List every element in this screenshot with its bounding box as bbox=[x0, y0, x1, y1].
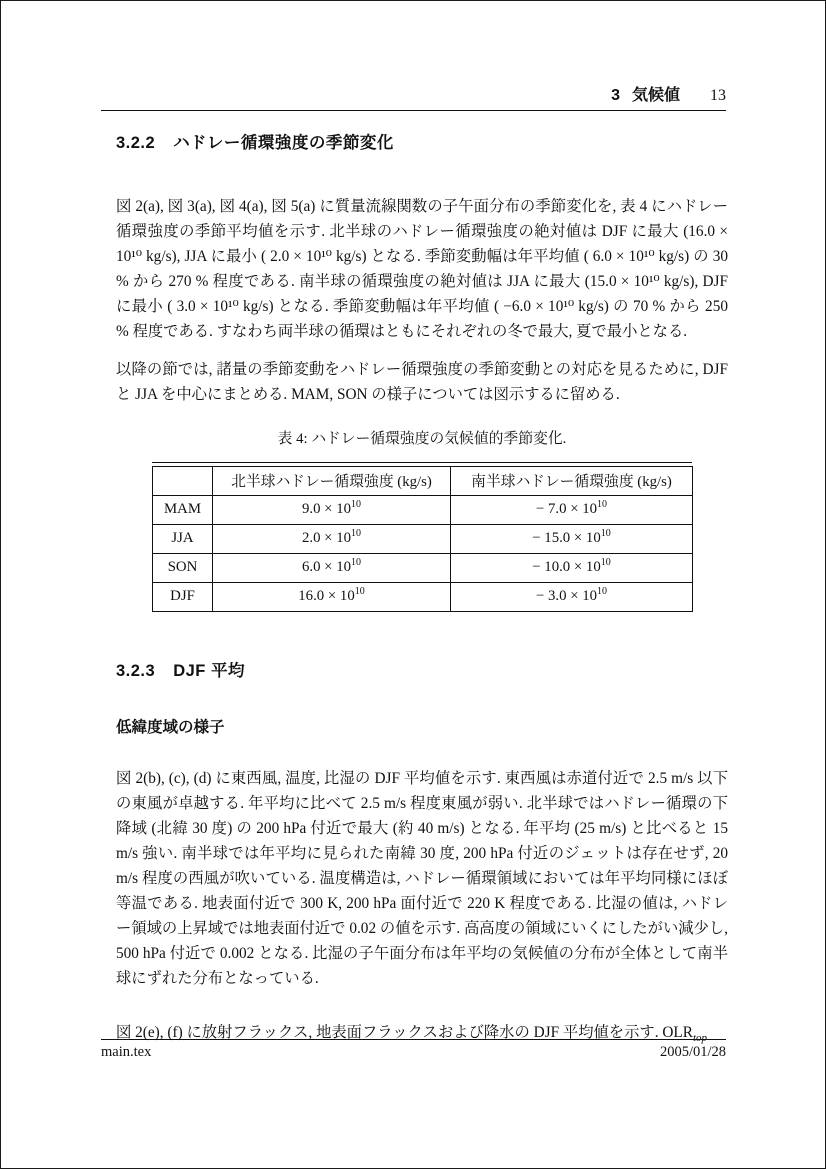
paragraph-following-sections: 以降の節では, 諸量の季節変動をハドレー循環強度の季節変動との対応を見るために, DJF と JJA を中心にまとめる. MAM, SON の様子については図示するに留める. bbox=[116, 361, 728, 403]
table-4-block bbox=[116, 430, 728, 612]
section-number: 3.2.3 bbox=[116, 661, 156, 680]
sh-value: − $3.0 \times 10^{10}$ bbox=[451, 582, 693, 611]
footer-filename: main.tex bbox=[101, 1044, 152, 1060]
sh-value: − $10.0 \times 10^{10}$ bbox=[451, 553, 693, 582]
header-rule bbox=[101, 110, 726, 111]
hadley-circulation-table bbox=[152, 466, 693, 612]
page-number: 13 bbox=[710, 87, 726, 104]
table-header-row bbox=[153, 466, 693, 495]
running-head-section-number: 3 bbox=[611, 87, 620, 104]
running-head-section-title: 気候値 bbox=[631, 87, 680, 104]
table-corner-cell bbox=[153, 466, 213, 495]
section-number: 3.2.2 bbox=[116, 134, 156, 152]
subsection-heading-low-latitude: 低緯度域の様子 bbox=[116, 718, 225, 736]
table-row bbox=[153, 582, 693, 611]
section-heading-3-2-2 bbox=[116, 133, 728, 153]
table-row bbox=[153, 495, 693, 524]
sh-value: − $15.0 \times 10^{10}$ bbox=[451, 524, 693, 553]
sh-value: − $7.0 \times 10^{10}$ bbox=[451, 495, 693, 524]
footer-date: 2005/01/28 bbox=[659, 1044, 726, 1060]
section-title: ハドレー循環強度の季節変化 bbox=[173, 134, 394, 152]
nh-value: $16.0 \times 10^{10}$ bbox=[213, 582, 451, 611]
nh-value: $6.0 \times 10^{10}$ bbox=[213, 553, 451, 582]
section-heading-3-2-3 bbox=[116, 661, 728, 681]
section-title: DJF 平均 bbox=[173, 661, 245, 680]
row-label: DJF bbox=[153, 582, 213, 611]
row-label: SON bbox=[153, 553, 213, 582]
table-row bbox=[153, 524, 693, 553]
footer-rule bbox=[101, 1039, 726, 1040]
table-header-sh: 南半球ハドレー循環強度 (kg/s) bbox=[451, 466, 693, 495]
page-footer bbox=[101, 1039, 726, 1061]
olr-term: $OLR_{top}$ bbox=[662, 1023, 708, 1044]
row-label: MAM bbox=[153, 495, 213, 524]
table-row bbox=[153, 553, 693, 582]
paragraph-seasonal-variation: 図 2(a), 図 3(a), 図 4(a), 図 5(a) に質量流線関数の子午面分布の季節変化を, 表 4 にハドレー循環強度の季節平均値を示す. 北半球のハドレー循環強度の絶対値は DJF に最大 (16.0 × 10¹⁰ kg/s), JJA に最小 ( 2.0 × 10¹⁰ kg/s) となる. 季節変動幅は年平均値 ( 6.0 × 10¹⁰ kg/s) の 30 % から 270 % 程度である. 南半球の循環強度の絶対値は JJA に最大 (15.0 × 10¹⁰ kg/s), DJF に最小 ( 3.0 × 10¹⁰ kg/s) となる. 季節変動幅は年平均値 ( −6.0 × 10¹⁰ kg/s) の 70 % から 250 % 程度である. すなわち両半球の循環はともにそれぞれの冬で最大, 夏で最小となる. bbox=[116, 198, 728, 340]
paragraph-flux-precip: 図 2(e), (f) に放射フラックス, 地表面フラックスおよび降水の DJF 平均値を示す. $OLR_{top}$ bbox=[116, 1023, 708, 1044]
paragraph-djf-mean-fields: 図 2(b), (c), (d) に東西風, 温度, 比湿の DJF 平均値を示す. 東西風は赤道付近で 2.5 m/s 以下の東風が卓越する. 年平均に比べて 2.5 m/s 程度東風が弱い. 北半球ではハドレー循環の下降域 (北緯 30 度) の 200 hPa 付近で最大 (約 40 m/s) となる. 年平均 (25 m/s) と比べると 15 m/s 強い. 南半球では年平均に見られた南緯 30 度, 200 hPa 付近のジェットは存在せず, 20 m/s 程度の西風が吹いている. 温度構造は, ハドレー循環領域においては年平均同様にほぼ等温である. 地表面付近で 300 K, 200 hPa 面付近で 220 K 程度である. 比湿の値は, ハドレー領域の上昇域では地表面付近で 0.02 の値を示す. 高高度の領域にいくにしたがい減少し, 500 hPa 付近で 0.002 となる. 比湿の子午面分布は年平均の気候値の分布が全体として南半球にずれた分布となっている. bbox=[116, 769, 728, 987]
row-label: JJA bbox=[153, 524, 213, 553]
table-header-nh: 北半球ハドレー循環強度 (kg/s) bbox=[213, 466, 451, 495]
table-caption: 表 4: ハドレー循環強度の気候値的季節変化. bbox=[277, 431, 567, 447]
nh-value: $2.0 \times 10^{10}$ bbox=[213, 524, 451, 553]
page-content bbox=[116, 133, 728, 1051]
nh-value: $9.0 \times 10^{10}$ bbox=[213, 495, 451, 524]
running-head bbox=[101, 87, 726, 111]
